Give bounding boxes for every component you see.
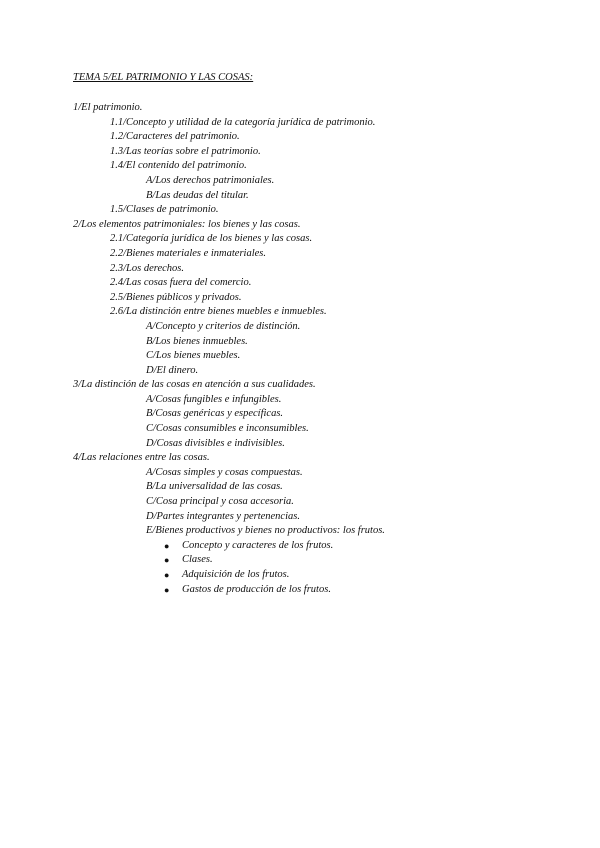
outline-item-text: 1.2/Caracteres del patrimonio. [110, 131, 240, 143]
outline-item-text: A/Cosas fungibles e infungibles. [146, 393, 282, 405]
outline-item [0, 335, 600, 350]
outline-item-text: 3/La distinción de las cosas en atención a sus cualidades. [73, 379, 316, 391]
bullet-icon: ● [164, 584, 170, 595]
outline-item-text: 2.5/Bienes públicos y privados. [110, 291, 242, 303]
outline-item [0, 101, 600, 116]
outline-item [0, 378, 600, 393]
outline-item [0, 262, 600, 277]
bullet-item-text: Clases. [182, 554, 213, 566]
outline-item [0, 451, 600, 466]
outline-item [0, 145, 600, 160]
outline-item-text: 1.5/Clases de patrimonio. [110, 204, 219, 216]
outline-item-text: 2/Los elementos patrimoniales: los bienes y las cosas. [73, 218, 301, 230]
outline-item-text: A/Cosas simples y cosas compuestas. [146, 466, 303, 478]
bullet-item-text: Gastos de producción de los frutos. [182, 583, 331, 595]
bullet-item-text: Concepto y caracteres de los frutos. [182, 539, 334, 551]
outline-item-text: 2.3/Los derechos. [110, 262, 184, 274]
bullet-item [0, 539, 600, 554]
outline-item [0, 480, 600, 495]
outline-item-text: 1.1/Concepto y utilidad de la categoría jurídica de patrimonio. [110, 116, 376, 128]
outline-item-text: C/Cosa principal y cosa accesoria. [146, 496, 294, 508]
outline-item [0, 407, 600, 422]
outline-item [0, 276, 600, 291]
document-title: TEMA 5/EL PATRIMONIO Y LAS COSAS: [73, 72, 254, 83]
outline-item-text: 2.1/Categoría jurídica de los bienes y las cosas. [110, 233, 313, 245]
outline-list [0, 101, 600, 597]
outline-item [0, 159, 600, 174]
outline-item [0, 364, 600, 379]
outline-item-text: D/El dinero. [146, 364, 199, 376]
outline-item-text: 4/Las relaciones entre las cosas. [73, 452, 210, 464]
outline-item [0, 437, 600, 452]
outline-item-text: 1.4/El contenido del patrimonio. [110, 160, 247, 172]
bullet-icon: ● [164, 555, 170, 566]
outline-item [0, 305, 600, 320]
outline-item [0, 174, 600, 189]
outline-item-text: E/Bienes productivos y bienes no productivos: los frutos. [146, 525, 385, 537]
outline-item [0, 189, 600, 204]
outline-item [0, 524, 600, 539]
bullet-item [0, 568, 600, 583]
outline-item [0, 203, 600, 218]
outline-item [0, 466, 600, 481]
outline-item [0, 218, 600, 233]
bullet-icon: ● [164, 540, 170, 551]
outline-item-text: B/La universalidad de las cosas. [146, 481, 283, 493]
outline-item [0, 232, 600, 247]
outline-item-text: 1/El patrimonio. [73, 102, 143, 113]
bullet-icon: ● [164, 570, 170, 580]
outline-item [0, 393, 600, 408]
outline-item [0, 495, 600, 510]
outline-item [0, 349, 600, 364]
bullet-item-text: Adquisición de los frutos. [182, 569, 290, 580]
outline-item-text: B/Cosas genéricas y específicas. [146, 408, 284, 420]
outline-item-text: B/Las deudas del titular. [146, 189, 249, 201]
outline-item [0, 320, 600, 335]
outline-item-text: D/Cosas divisibles e indivisibles. [146, 437, 285, 449]
outline-item-text: 2.6/La distinción entre bienes muebles e inmuebles. [110, 306, 327, 318]
bullet-item [0, 583, 600, 598]
outline-item-text: C/Cosas consumibles e inconsumibles. [146, 423, 309, 435]
outline-item [0, 422, 600, 437]
outline-item [0, 247, 600, 262]
outline-item-text: A/Concepto y criterios de distinción. [146, 320, 301, 332]
bullet-item [0, 553, 600, 568]
outline-item-text: 1.3/Las teorías sobre el patrimonio. [110, 145, 261, 157]
outline-item-text: D/Partes integrantes y pertenencias. [146, 510, 300, 522]
outline-item [0, 291, 600, 306]
outline-item [0, 116, 600, 131]
outline-item [0, 130, 600, 145]
outline-item-text: 2.2/Bienes materiales e inmateriales. [110, 247, 267, 259]
outline-item [0, 510, 600, 525]
outline-item-text: B/Los bienes inmuebles. [146, 335, 248, 347]
outline-item-text: A/Los derechos patrimoniales. [146, 174, 275, 186]
outline-item-text: C/Los bienes muebles. [146, 350, 241, 362]
outline-item-text: 2.4/Las cosas fuera del comercio. [110, 277, 252, 289]
